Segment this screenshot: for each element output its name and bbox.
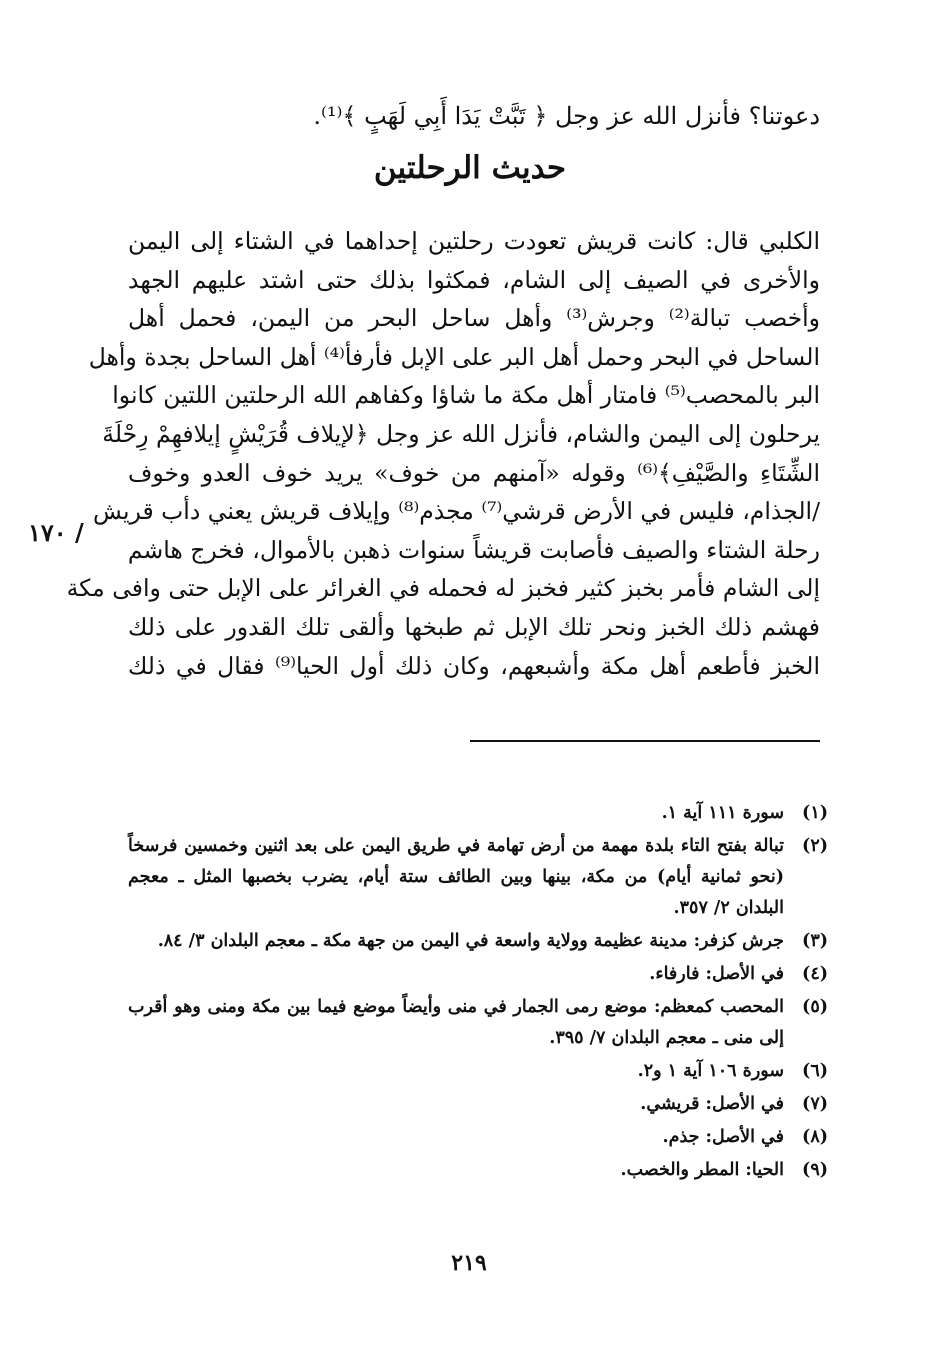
footnote-text: جرش كزفر: مدينة عظيمة وولاية واسعة في اليمن من جهة مكة ـ معجم البلدان ٣/ ٨٤. bbox=[157, 931, 784, 951]
body-line: رحلة الشتاء والصيف فأصابت قريشاً سنوات ذهبن بالأموال، فخرج هاشم bbox=[127, 535, 820, 564]
footnote-item bbox=[128, 992, 828, 1054]
footnote-text: الحيا: المطر والخصب. bbox=[620, 1160, 784, 1180]
footnote-text: المحصب كمعظم: موضع رمى الجمار في منى وأيضاً موضع فيما بين مكة ومنى وهو أقرب إلى منى ـ معجم البلدان ٧/ ٣٩٥. bbox=[128, 997, 784, 1048]
footnote-number: (٧) bbox=[802, 1094, 828, 1114]
body-line: يرحلون إلى اليمن والشام، فأنزل الله عز وجل ﴿لإيلاف قُرَيْشٍ إيلافهِمْ رِحْلَةَ bbox=[102, 419, 820, 448]
body-paragraph bbox=[66, 222, 821, 685]
body-line: والأخرى في الصيف إلى الشام، فمكثوا بذلك حتى اشتد عليهم الجهد bbox=[128, 265, 820, 294]
footnote-number: (٩) bbox=[802, 1160, 828, 1180]
footnote-item bbox=[128, 959, 828, 990]
footnote-text: في الأصل: فارفاء. bbox=[649, 964, 784, 984]
footnote-number: (٤) bbox=[802, 964, 828, 984]
footnote-text: سورة ١٠٦ آية ١ و٢. bbox=[637, 1061, 784, 1081]
footnote-number: (٣) bbox=[802, 931, 828, 951]
section-heading: حديث الرحلتين bbox=[373, 150, 567, 186]
body-line: إلى الشام فأمر بخبز كثير فخبز له فحمله في الغرائر على الإبل حتى وافى مكة bbox=[66, 574, 820, 603]
footnote-item bbox=[128, 1122, 828, 1153]
body-line: فهشم ذلك الخبز ونحر تلك الإبل ثم طبخها وألقى تلك القدور على ذلك bbox=[128, 612, 820, 641]
footnote-text: سورة ١١١ آية ١. bbox=[661, 803, 784, 823]
footnotes bbox=[128, 798, 828, 1188]
body-line: الشِّتَاءِ والصَّيْفِ﴾⁽⁶⁾ وقوله «آمنهم من خوف» يريد خوف العدو وخوف bbox=[128, 458, 820, 487]
footnote-text: تبالة بفتح التاء بلدة مهمة من أرض تهامة في طريق اليمن على بعد اثنين وخمسين فرسخاً (نحو ثمانية أيام) من مكة، بينها وبين الطائف ستة أيام، يضرب بخصبها المثل ـ معجم البلدان ٢/ ٣٥٧. bbox=[128, 836, 784, 918]
footnote-text: في الأصل: جذم. bbox=[662, 1127, 784, 1147]
footnote-number: (٨) bbox=[802, 1127, 828, 1147]
footnote-number: (٢) bbox=[802, 836, 828, 856]
footnote-number: (٥) bbox=[802, 997, 828, 1017]
footnote-item bbox=[128, 1155, 828, 1186]
footnote-item bbox=[128, 1089, 828, 1120]
footnote-divider bbox=[470, 740, 820, 742]
page-number: ٢١٩ bbox=[451, 1250, 487, 1276]
body-line: وأخصب تبالة⁽²⁾ وجرش⁽³⁾ وأهل ساحل البحر من اليمن، فحمل أهل bbox=[128, 304, 821, 333]
opening-line: دعوتنا؟ فأنزل الله عز وجل ﴿ تَبَّتْ يَدَا أَبِي لَهَبٍ ﴾⁽¹⁾. bbox=[313, 102, 820, 130]
footnote-number: (٦) bbox=[802, 1061, 828, 1081]
footnote-item bbox=[128, 926, 828, 957]
footnote-item bbox=[128, 831, 828, 924]
body-line: البر بالمحصب⁽⁵⁾ فامتار أهل مكة ما شاؤا وكفاهم الله الرحلتين اللتين كانوا bbox=[112, 381, 820, 410]
footnote-text: في الأصل: قريشي. bbox=[640, 1094, 784, 1114]
manuscript-folio-marker: / ١٧٠ bbox=[28, 518, 84, 547]
body-line: الخبز فأطعم أهل مكة وأشبعهم، وكان ذلك أول الحيا⁽⁹⁾ فقال في ذلك bbox=[128, 651, 821, 680]
footnote-item bbox=[128, 1056, 828, 1087]
footnote-number: (١) bbox=[802, 803, 828, 823]
body-line: الكلبي قال: كانت قريش تعودت رحلتين إحداهما في الشتاء إلى اليمن bbox=[128, 227, 820, 255]
footnote-item bbox=[128, 798, 828, 829]
body-line: الساحل في البحر وحمل أهل البر على الإبل فأرفأ⁽⁴⁾ أهل الساحل بجدة وأهل bbox=[88, 342, 820, 371]
body-line: /الجذام، فليس في الأرض قرشي⁽⁷⁾ مجذم⁽⁸⁾ وإيلاف قريش يعني دأب قريش bbox=[93, 497, 820, 526]
